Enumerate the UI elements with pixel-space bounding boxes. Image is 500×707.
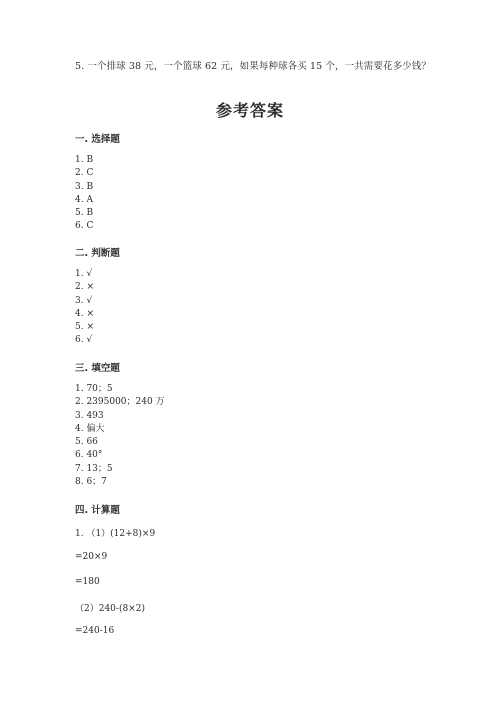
list-item: 3. 493	[75, 410, 104, 421]
list-item: 3. √	[75, 295, 93, 306]
calc-line: 1. （1）(12+8)×9	[75, 529, 156, 539]
calc-line: =240-16	[75, 626, 115, 636]
section-heading-choice: 一. 选择题	[75, 134, 120, 145]
section-heading-calc: 四. 计算题	[75, 505, 120, 516]
list-item: 4. 偏大	[75, 423, 105, 434]
question-text: 5. 一个排球 38 元，一个篮球 62 元，如果每种球各买 15 个，一共需要花多少钱？	[75, 61, 431, 72]
calc-line: =180	[75, 577, 100, 587]
list-item: 8. 6；7	[75, 477, 107, 488]
list-item: 3. B	[75, 181, 94, 192]
list-item: 5. ×	[75, 322, 94, 333]
list-item: 4. ×	[75, 308, 94, 319]
list-item: 7. 13；5	[75, 463, 113, 474]
calc-line: （2）240-(8×2)	[75, 604, 145, 614]
list-item: 4. A	[75, 194, 93, 205]
section-heading-fill: 三. 填空题	[75, 363, 120, 374]
list-item: 5. B	[75, 208, 94, 219]
answer-title: 参考答案	[215, 101, 284, 120]
list-item: 6. C	[75, 221, 94, 232]
choice-answer-list	[75, 154, 93, 234]
calc-line: =20×9	[75, 552, 108, 562]
list-item: 6. √	[75, 335, 93, 346]
fill-answer-list	[75, 383, 165, 489]
list-item: 2. C	[75, 168, 94, 179]
judge-answer-list	[75, 268, 94, 348]
list-item: 5. 66	[75, 437, 98, 448]
list-item: 1. 70；5	[75, 384, 113, 394]
section-heading-judge: 二. 判断题	[75, 248, 120, 259]
list-item: 1. B	[75, 155, 94, 165]
list-item: 2. ×	[75, 282, 94, 293]
list-item: 6. 40°	[75, 450, 103, 461]
list-item: 2. 2395000；240 万	[75, 397, 165, 408]
list-item: 1. √	[75, 269, 93, 279]
